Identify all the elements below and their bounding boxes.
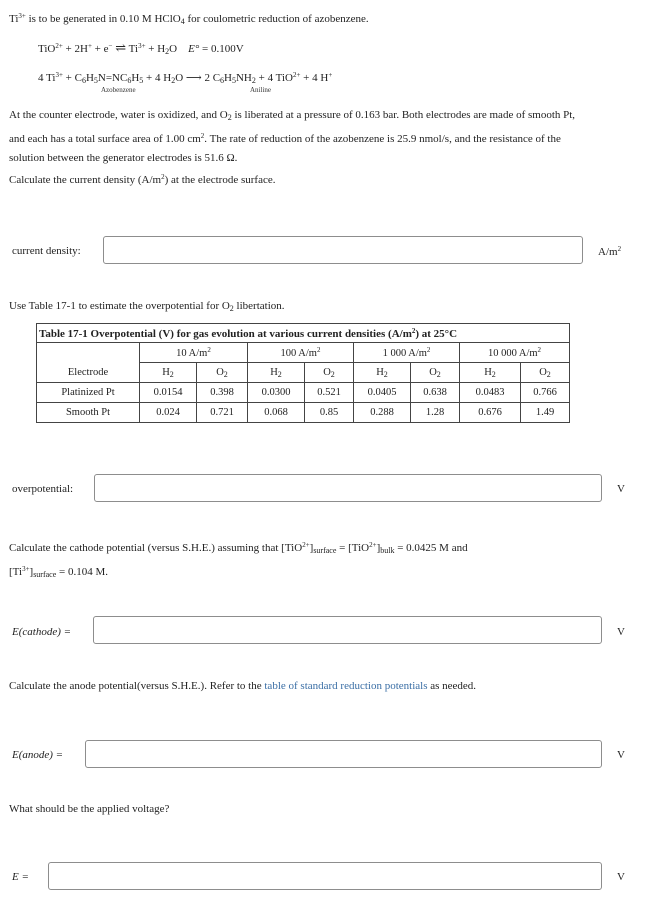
overpotential-table — [36, 323, 570, 423]
reaction-1: TiO$^{2+}$ + 2H+ + e− ⇌ $Ti^{3+} + H_2O$ E° = 0.100V — [38, 40, 244, 56]
aniline-label: Aniline — [250, 86, 271, 94]
current-density-input[interactable] — [103, 236, 583, 264]
q3-prompt: Calculate the cathode potential (versus S.H.E.) assuming that $[TiO^{2+}]_{surface} = [TiO^{2+}]_{bulk} = 0.0425$ M and $[Ti^{3+}]_{surface} = 0.104$ M. — [9, 541, 468, 579]
table-cell: 0.721 — [197, 403, 248, 423]
table-cell: 1.49 — [521, 403, 570, 423]
table-cell: 0.0405 — [354, 383, 411, 403]
overpotential-input[interactable] — [94, 474, 602, 502]
table-cell: 0.398 — [197, 383, 248, 403]
anode-unit: V — [617, 749, 625, 761]
table-cell: 0.0300 — [248, 383, 305, 403]
current-density-unit: $A/m^2$ — [598, 245, 622, 258]
azobenzene-label: Azobenzene — [101, 86, 136, 94]
electrode-name: Smooth Pt — [37, 403, 140, 423]
voltage-label: E = — [12, 871, 29, 883]
table-cell: 0.638 — [411, 383, 460, 403]
table-cell: 0.85 — [305, 403, 354, 423]
cathode-label: E(cathode) = — [12, 626, 72, 638]
q2-prompt: Use Table 17-1 to estimate the overpotential for $O_2$ libertation. — [9, 300, 285, 313]
applied-voltage-input[interactable] — [48, 862, 602, 890]
q1-prompt: Calculate the current density $(A/m^2)$ at the electrode surface. — [9, 173, 276, 186]
gas-header: $H_2$ — [354, 363, 411, 383]
table-cell: 0.288 — [354, 403, 411, 423]
table-caption: Table 17-1 Overpotential (V) for gas evolution at various current densities $(A/m^2)$ at 25°C — [37, 324, 570, 343]
gas-header: $H_2$ — [460, 363, 521, 383]
density-header: 10 000 $A/m^2$ — [460, 343, 570, 363]
reaction-2: 4 $Ti^{3+} + C_6H_5N=NC_6H_5 + 4$ $H_2O$ ⟶ 2 $C_6H_5NH_2 + 4$ TiO$^{2+}$ + 4 H+ — [38, 71, 333, 85]
table-cell: 0.0154 — [140, 383, 197, 403]
density-header: 10 $A/m^2$ — [140, 343, 248, 363]
density-header: 1 000 $A/m^2$ — [354, 343, 460, 363]
gas-header: $O_2$ — [521, 363, 570, 383]
gas-header: $O_2$ — [411, 363, 460, 383]
table-cell: 0.521 — [305, 383, 354, 403]
gas-header: $H_2$ — [140, 363, 197, 383]
table-cell: 0.068 — [248, 403, 305, 423]
table-cell: 0.0483 — [460, 383, 521, 403]
problem-paragraph: At the counter electrode, water is oxidized, and $O_2$ is liberated at a pressure of 0.163 bar. Both electrodes are made of smooth Pt, and each has a total surface area of 1.00 $cm^2$. The rate of reduction of the azobenzene is 25.9 nmol/s, and the resistance of the solution between the generator electrodes is 51.6 Ω. — [9, 109, 576, 164]
intro-text: $Ti^{3+}$ is to be generated in 0.10 M HClO$_4$ for coulometric reduction of azobenzene. — [9, 12, 369, 26]
q4-prompt: Calculate the anode potential(versus S.H.E.). Refer to the table of standard reduction potentials as needed. — [9, 680, 477, 692]
table-row — [37, 383, 570, 403]
reduction-potentials-link[interactable]: table of standard reduction potentials — [264, 680, 428, 692]
overpotential-label: overpotential: — [12, 483, 74, 495]
q5-prompt: What should be the applied voltage? — [9, 803, 170, 815]
current-density-label: current density: — [12, 245, 81, 257]
table-corner — [37, 343, 140, 363]
voltage-unit: V — [617, 871, 625, 883]
anode-label: E(anode) = — [12, 749, 64, 761]
cathode-unit: V — [617, 626, 625, 638]
overpotential-unit: V — [617, 483, 625, 495]
cathode-potential-input[interactable] — [93, 616, 602, 644]
density-header: 100 $A/m^2$ — [248, 343, 354, 363]
table-cell: 1.28 — [411, 403, 460, 423]
table-cell: 0.676 — [460, 403, 521, 423]
gas-header: $O_2$ — [305, 363, 354, 383]
table-cell: 0.024 — [140, 403, 197, 423]
table-row — [37, 403, 570, 423]
gas-header: $H_2$ — [248, 363, 305, 383]
table-cell: 0.766 — [521, 383, 570, 403]
gas-header: $O_2$ — [197, 363, 248, 383]
electrode-header: Electrode — [37, 363, 140, 383]
electrode-name: Platinized Pt — [37, 383, 140, 403]
anode-potential-input[interactable] — [85, 740, 602, 768]
